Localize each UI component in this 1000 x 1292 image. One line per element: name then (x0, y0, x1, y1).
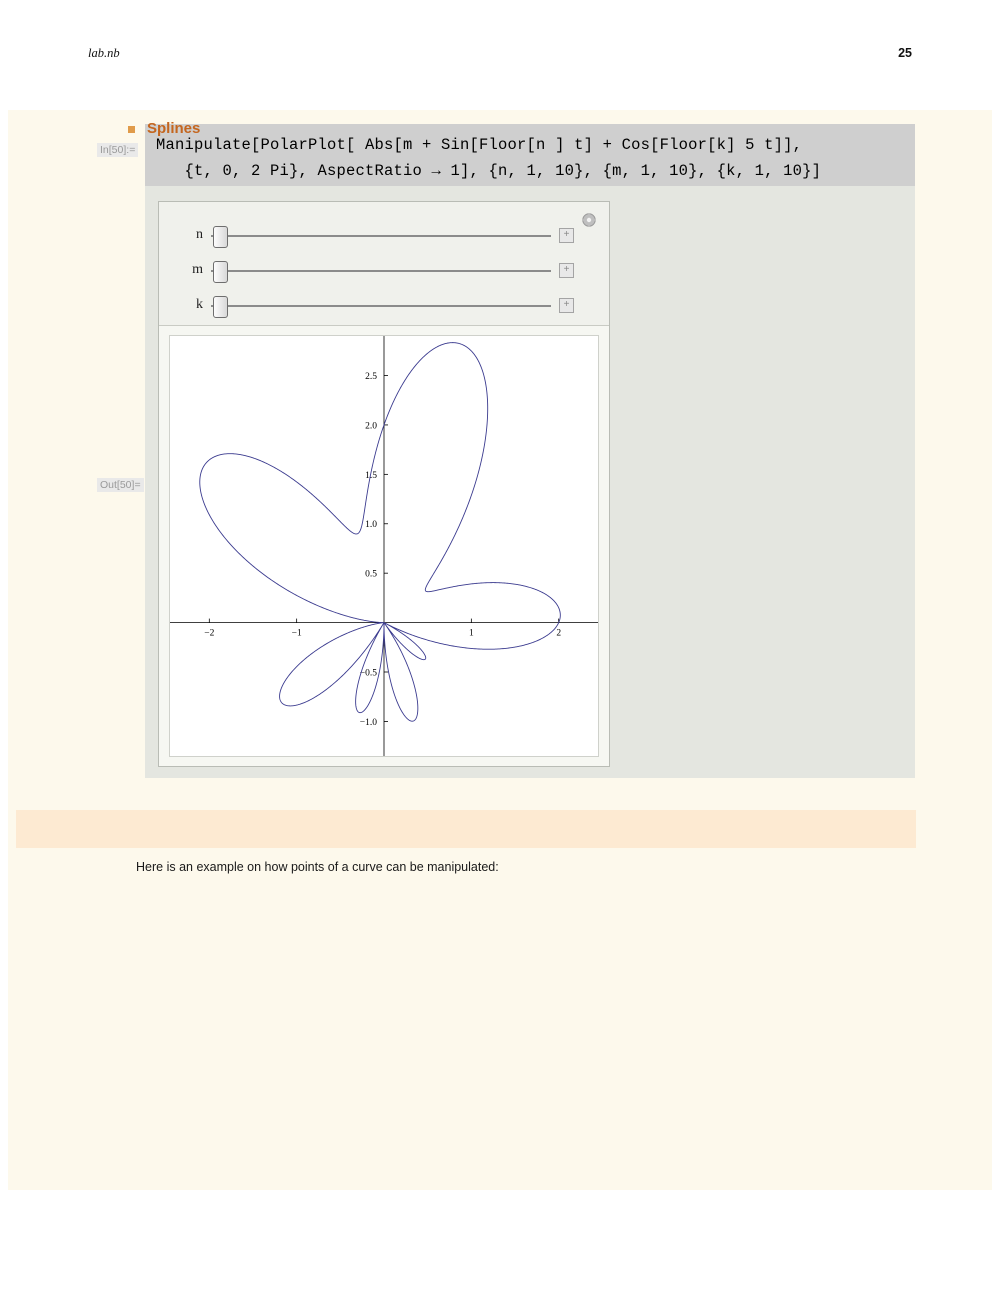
x-tick-label: −1 (291, 628, 302, 639)
polar-plot-svg (170, 336, 598, 756)
slider-plus-button-m[interactable]: + (559, 263, 574, 278)
y-tick-label: 1.5 (365, 470, 377, 481)
section-title: Splines (147, 120, 201, 137)
input-cell-label: In[50]:= (97, 143, 138, 157)
page-number: 25 (898, 46, 912, 60)
section-body-text: Here is an example on how points of a curve can be manipulated: (136, 860, 499, 874)
input-cell[interactable] (145, 124, 915, 186)
slider-thumb-n[interactable] (213, 226, 228, 248)
slider-row-m[interactable] (183, 260, 593, 282)
slider-track-m (211, 270, 551, 272)
y-tick-label: 2.0 (365, 421, 377, 432)
slider-track-k (211, 305, 551, 307)
slider-track-n (211, 235, 551, 237)
slider-label-n: n (196, 227, 203, 242)
slider-thumb-m[interactable] (213, 261, 228, 283)
x-tick-label: 1 (468, 628, 474, 639)
slider-plus-button-k[interactable]: + (559, 298, 574, 313)
polar-curve (200, 343, 561, 722)
y-tick-label: −0.5 (359, 668, 377, 679)
slider-label-m: m (192, 262, 203, 277)
slider-n[interactable] (211, 225, 551, 247)
slider-m[interactable] (211, 260, 551, 282)
slider-thumb-k[interactable] (213, 296, 228, 318)
notebook-body (8, 110, 992, 1190)
page-header (88, 46, 912, 66)
input-code-line-2: {t, 0, 2 Pi}, AspectRatio → 1], {n, 1, 10}, {m, 1, 10}, {k, 1, 10}] (156, 162, 822, 180)
slider-k[interactable] (211, 295, 551, 317)
x-tick-label: 2 (556, 628, 562, 639)
y-tick-label: 1.0 (365, 520, 377, 531)
x-tick-label: −2 (204, 628, 215, 639)
section-header-bar (16, 810, 916, 848)
manipulate-panel[interactable] (158, 201, 610, 767)
output-cell (145, 186, 915, 778)
y-tick-label: −1.0 (359, 717, 377, 728)
manipulate-controls (159, 202, 609, 326)
slider-label-k: k (196, 297, 203, 312)
slider-plus-button-n[interactable]: + (559, 228, 574, 243)
y-tick-label: 2.5 (365, 371, 377, 382)
document-name: lab.nb (88, 46, 120, 60)
slider-row-k[interactable] (183, 295, 593, 317)
y-tick-label: 0.5 (365, 569, 377, 580)
slider-row-n[interactable] (183, 225, 593, 247)
polar-plot (169, 335, 599, 757)
output-cell-label: Out[50]= (97, 478, 144, 492)
square-bullet-icon (128, 126, 135, 133)
input-code-line-1: Manipulate[PolarPlot[ Abs[m + Sin[Floor[n ] t] + Cos[Floor[k] 5 t]], (156, 136, 803, 154)
